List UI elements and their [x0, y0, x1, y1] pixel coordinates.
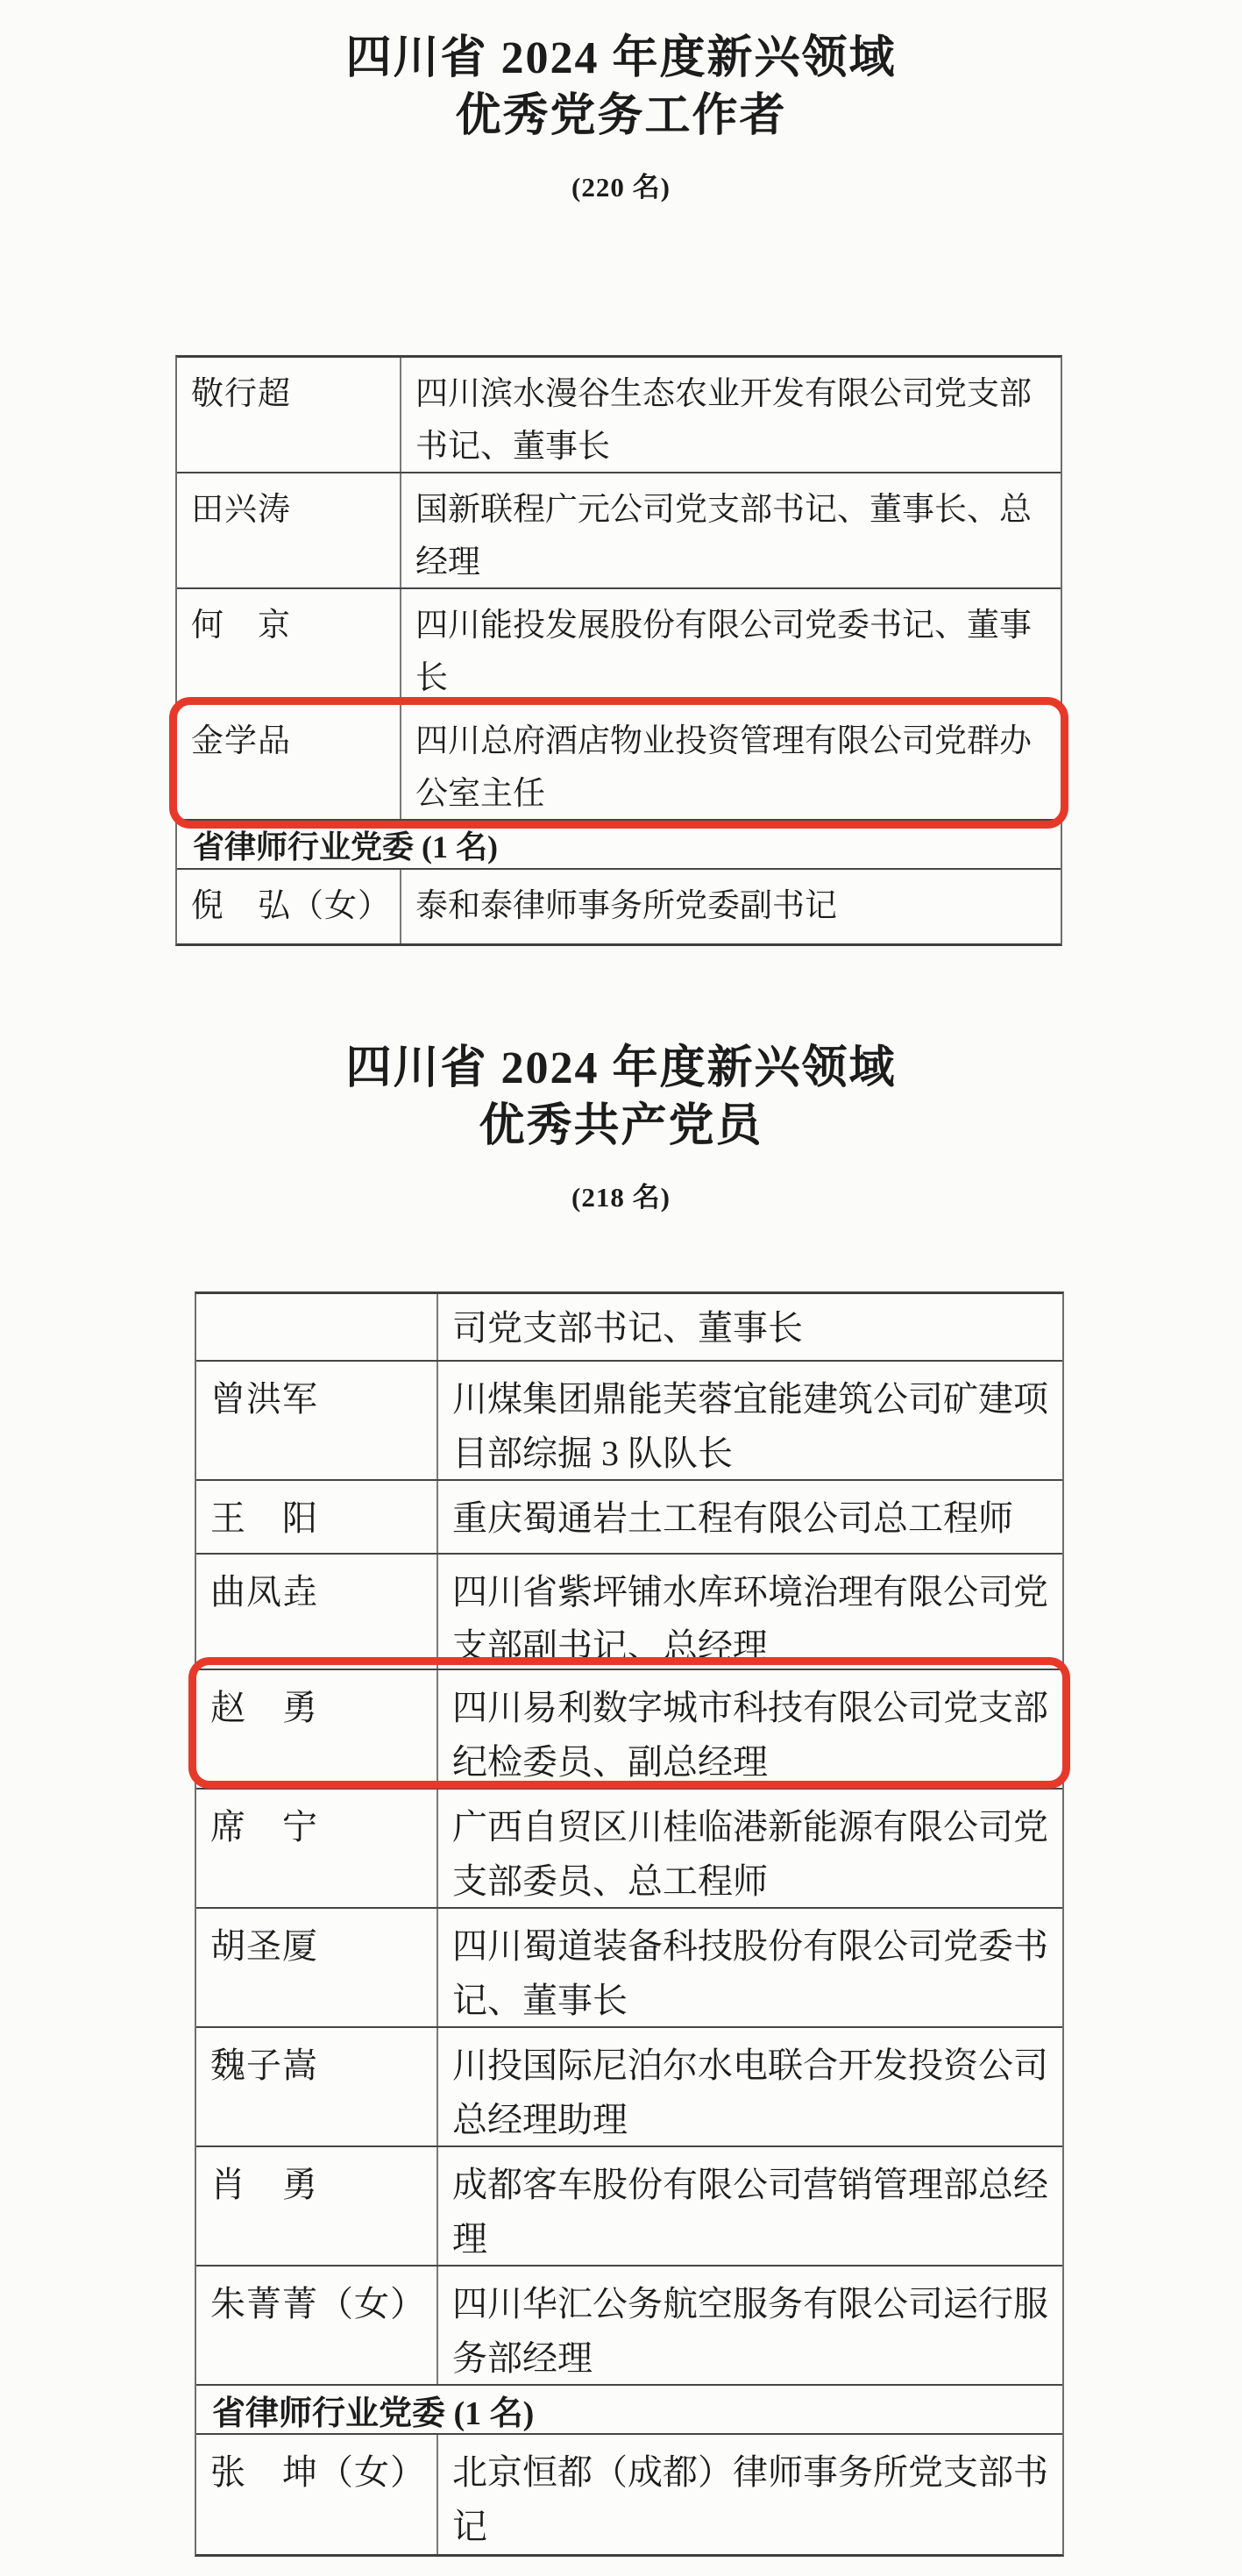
section1-title	[0, 30, 1242, 205]
table-row	[177, 473, 1061, 589]
name-cell: 肖 勇	[196, 2147, 438, 2265]
position-cell: 北京恒都（成都）律师事务所党支部书记	[452, 2452, 1048, 2546]
name-cell: 敬行超	[177, 358, 401, 472]
position-cell: 四川总府酒店物业投资管理有限公司党群办公室主任	[415, 723, 1032, 812]
position-cell: 成都客车股份有限公司营销管理部总经理	[452, 2165, 1048, 2259]
table-row	[196, 1362, 1062, 1481]
group-header-row: 省律师行业党委 (1 名)	[196, 2386, 1062, 2435]
position-cell: 四川华汇公务航空服务有限公司运行服务部经理	[452, 2284, 1048, 2378]
table-row-highlighted	[177, 705, 1061, 821]
name-cell	[196, 1294, 438, 1360]
name-cell: 魏子嵩	[196, 2028, 438, 2145]
position-cell: 重庆蜀通岩土工程有限公司总工程师	[452, 1498, 1013, 1538]
position-cell: 四川易利数字城市科技有限公司党支部纪检委员、副总经理	[452, 1688, 1048, 1782]
name-cell: 金学品	[177, 705, 401, 819]
title-line-1: 四川省 2024 年度新兴领域	[345, 33, 897, 83]
name-cell: 田兴涛	[177, 473, 401, 587]
position-cell: 广西自贸区川桂临港新能源有限公司党支部委员、总工程师	[452, 1807, 1048, 1901]
name-cell: 曲凤垚	[196, 1555, 438, 1669]
name-cell: 张 坤（女）	[196, 2435, 438, 2554]
title-line-2: 优秀党务工作者	[455, 91, 787, 141]
table-row	[196, 2028, 1062, 2147]
table-row	[196, 1481, 1062, 1555]
position-cell: 四川省紫坪铺水库环境治理有限公司党支部副书记、总经理	[452, 1572, 1048, 1666]
table-row	[196, 2266, 1062, 2386]
name-cell: 曾洪军	[196, 1362, 438, 1479]
table-row-continuation	[196, 1294, 1062, 1362]
recipient-count: (220 名)	[571, 172, 671, 203]
award-table-1	[175, 355, 1062, 946]
award-table-2	[195, 1292, 1064, 2557]
table-row-highlighted	[196, 1670, 1062, 1790]
position-cell: 川投国际尼泊尔水电联合开发投资公司总经理助理	[452, 2046, 1048, 2139]
position-cell: 四川能投发展股份有限公司党委书记、董事长	[415, 608, 1032, 696]
table-row	[177, 589, 1061, 705]
table-row	[196, 1555, 1062, 1670]
name-cell: 倪 弘（女）	[177, 870, 401, 943]
name-cell: 朱菁菁（女）	[196, 2266, 438, 2384]
table-row	[177, 870, 1061, 943]
table-row	[196, 2435, 1062, 2554]
name-cell: 席 宁	[196, 1790, 438, 1907]
name-cell: 赵 勇	[196, 1670, 438, 1788]
title-line-2: 优秀共产党员	[479, 1101, 763, 1151]
group-header-row: 省律师行业党委 (1 名)	[177, 821, 1061, 870]
position-cell: 国新联程广元公司党支部书记、董事长、总经理	[415, 492, 1032, 580]
position-cell: 泰和泰律师事务所党委副书记	[415, 888, 837, 924]
table-row	[196, 1790, 1062, 1909]
position-cell: 四川蜀道装备科技股份有限公司党委书记、董事长	[452, 1926, 1048, 2020]
table-row	[196, 1909, 1062, 2028]
position-cell: 四川滨水漫谷生态农业开发有限公司党支部书记、董事长	[415, 376, 1032, 465]
section2-title	[0, 1040, 1242, 1215]
table-row	[177, 358, 1061, 473]
name-cell: 胡圣厦	[196, 1909, 438, 2026]
name-cell: 王 阳	[196, 1481, 438, 1553]
position-cell: 司党支部书记、董事长	[452, 1308, 803, 1348]
recipient-count: (218 名)	[571, 1182, 671, 1213]
table-row	[196, 2147, 1062, 2266]
title-line-1: 四川省 2024 年度新兴领域	[345, 1043, 897, 1093]
position-cell: 川煤集团鼎能芙蓉宜能建筑公司矿建项目部综掘 3 队队长	[452, 1379, 1048, 1473]
name-cell: 何 京	[177, 589, 401, 703]
